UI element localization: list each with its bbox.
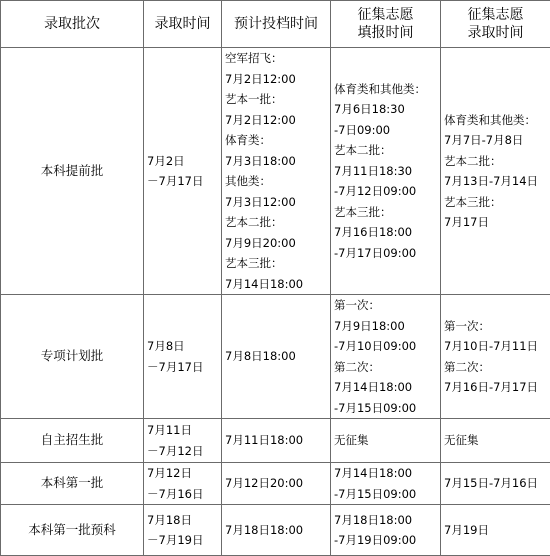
cell-line: 7月3日12:00	[225, 192, 330, 213]
fill-time-cell	[331, 419, 441, 463]
cell-line: -7月19日09:00	[334, 530, 440, 551]
submission-time-cell	[222, 463, 331, 505]
cell-line: 艺本三批：	[225, 253, 330, 274]
cell-line: 7月8日	[147, 336, 221, 357]
cell-line: －7月17日	[147, 171, 221, 192]
cell-line: －7月16日	[147, 484, 221, 505]
cell-line: 7月18日18:00	[225, 520, 330, 541]
cell-line: 7月15日-7月16日	[444, 473, 550, 494]
admission-time-cell	[144, 419, 222, 463]
header-batch: 录取批次	[1, 1, 144, 48]
fill-time-cell	[331, 48, 441, 295]
cell-line: 7月2日12:00	[225, 110, 330, 131]
cell-line: 7月18日18:00	[334, 510, 440, 531]
admission-time-cell	[144, 295, 222, 419]
table-row	[1, 505, 550, 556]
collect-admission-time-cell	[441, 463, 550, 505]
header-admission-time: 录取时间	[144, 1, 222, 48]
cell-line: －7月19日	[147, 530, 221, 551]
admission-time-cell	[144, 505, 222, 556]
fill-time-cell	[331, 295, 441, 419]
cell-line: -7月17日09:00	[334, 243, 440, 264]
cell-line: 艺本二批：	[225, 212, 330, 233]
cell-line: 7月2日	[147, 151, 221, 172]
cell-line: -7月12日09:00	[334, 181, 440, 202]
fill-time-cell	[331, 505, 441, 556]
cell-line: 第一次：	[444, 316, 550, 337]
cell-line: -7日09:00	[334, 120, 440, 141]
header-collect-admission-time: 征集志愿 录取时间	[441, 1, 550, 48]
cell-line: 7月11日	[147, 420, 221, 441]
cell-line: 无征集	[444, 430, 550, 451]
cell-line: 7月18日	[147, 510, 221, 531]
cell-line: 7月11日18:00	[225, 430, 330, 451]
cell-line: 体育类：	[225, 130, 330, 151]
header-submission-time: 预计投档时间	[222, 1, 331, 48]
cell-line: -7月10日09:00	[334, 336, 440, 357]
cell-line: 7月2日12:00	[225, 69, 330, 90]
admission-time-cell	[144, 48, 222, 295]
cell-line: －7月17日	[147, 357, 221, 378]
header-fill-time: 征集志愿 填报时间	[331, 1, 441, 48]
cell-line: -7月15日09:00	[334, 484, 440, 505]
table-row	[1, 295, 550, 419]
submission-time-cell	[222, 419, 331, 463]
cell-line: 7月14日18:00	[225, 274, 330, 295]
header-row	[1, 1, 550, 48]
cell-line: 7月13日-7月14日	[444, 171, 550, 192]
fill-time-cell	[331, 463, 441, 505]
collect-admission-time-cell	[441, 505, 550, 556]
batch-cell: 本科第一批	[1, 463, 144, 505]
cell-line: 空军招飞：	[225, 48, 330, 69]
batch-cell: 专项计划批	[1, 295, 144, 419]
submission-time-cell	[222, 48, 331, 295]
cell-line: 第二次：	[444, 357, 550, 378]
cell-line: 7月14日18:00	[334, 463, 440, 484]
cell-line: 7月14日18:00	[334, 377, 440, 398]
cell-line: 艺本二批：	[444, 151, 550, 172]
cell-line: 7月12日20:00	[225, 473, 330, 494]
cell-line: 7月11日18:30	[334, 161, 440, 182]
cell-line: 7月9日20:00	[225, 233, 330, 254]
cell-line: 第一次：	[334, 295, 440, 316]
cell-line: 体育类和其他类：	[334, 79, 440, 100]
cell-line: 7月12日	[147, 463, 221, 484]
cell-line: 7月17日	[444, 212, 550, 233]
cell-line: 艺本三批：	[444, 192, 550, 213]
admission-time-cell	[144, 463, 222, 505]
cell-line: 7月7日-7月8日	[444, 130, 550, 151]
cell-line: 7月9日18:00	[334, 316, 440, 337]
cell-line: 7月16日18:00	[334, 222, 440, 243]
cell-line: 7月6日18:30	[334, 99, 440, 120]
cell-line: 艺本二批：	[334, 140, 440, 161]
cell-line: 7月16日-7月17日	[444, 377, 550, 398]
cell-line: 7月10日-7月11日	[444, 336, 550, 357]
submission-time-cell	[222, 505, 331, 556]
cell-line: 7月19日	[444, 520, 550, 541]
cell-line: 艺本一批：	[225, 89, 330, 110]
table-row	[1, 463, 550, 505]
batch-cell: 本科第一批预科	[1, 505, 144, 556]
submission-time-cell	[222, 295, 331, 419]
collect-admission-time-cell	[441, 419, 550, 463]
cell-line: 7月3日18:00	[225, 151, 330, 172]
cell-line: 体育类和其他类：	[444, 110, 550, 131]
cell-line: 无征集	[334, 430, 440, 451]
cell-line: 其他类：	[225, 171, 330, 192]
cell-line: －7月12日	[147, 441, 221, 462]
collect-admission-time-cell	[441, 48, 550, 295]
cell-line: -7月15日09:00	[334, 398, 440, 419]
table-row	[1, 419, 550, 463]
cell-line: 7月8日18:00	[225, 346, 330, 367]
batch-cell: 本科提前批	[1, 48, 144, 295]
batch-cell: 自主招生批	[1, 419, 144, 463]
collect-admission-time-cell	[441, 295, 550, 419]
cell-line: 艺本三批：	[334, 202, 440, 223]
table-row	[1, 48, 550, 295]
cell-line: 第二次：	[334, 357, 440, 378]
